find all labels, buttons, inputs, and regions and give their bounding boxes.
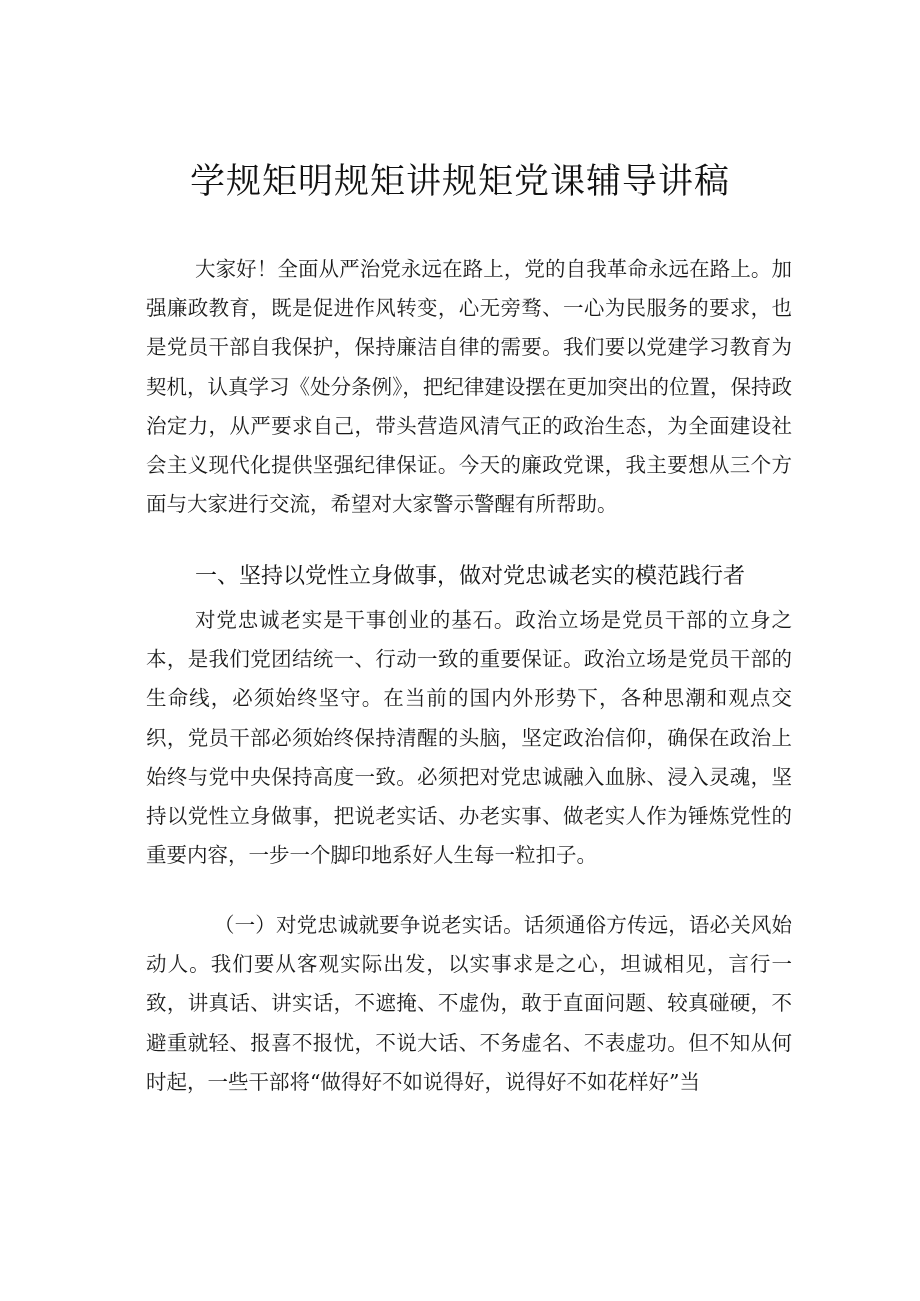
intro-paragraph: 大家好！全面从严治党永远在路上，党的自我革命永远在路上。加强廉政教育，既是促进作风转变，心无旁骛、一心为民服务的要求，也是党员干部自我保护，保持廉洁自律的需要。我们要以党建学习教育为契机，认真学习《处分条例》，把纪律建设摆在更加突出的位置，保持政治定力，从严要求自己，带头营造风清气正的政治生态，为全面建设社会主义现代化提供坚强纪律保证。今天的廉政党课，我主要想从三个方面与大家进行交流，希望对大家警示警醒有所帮助。 — [146, 257, 792, 517]
subsection-paragraph: （一）对党忠诚就要争说老实话。话须通俗方传远，语必关风始动人。我们要从客观实际出发，以实事求是之心，坦诚相见，言行一致，讲真话、讲实话，不遮掩、不虚伪，敢于直面问题、较真碰硬，不避重就轻、报喜不报忧，不说大话、不务虚名、不表虚功。但不知从何时起，一些干部将“做得好不如说得好，说得好不如花样好”当 — [146, 913, 792, 1094]
section-paragraph: 对党忠诚老实是干事创业的基石。政治立场是党员干部的立身之本，是我们党团结统一、行动一致的重要保证。政治立场是党员干部的生命线，必须始终坚守。在当前的国内外形势下，各种思潮和观点交织，党员干部必须始终保持清醒的头脑，坚定政治信仰，确保在政治上始终与党中央保持高度一致。必须把对党忠诚融入血脉、浸入灵魂，坚持以党性立身做事，把说老实话、办老实事、做老实人作为锤炼党性的重要内容，一步一个脚印地系好人生每一粒扣子。 — [146, 608, 792, 868]
section-heading: 一、坚持以党性立身做事，做对党忠诚老实的模范践行者 — [195, 564, 746, 589]
document-title: 学规矩明规矩讲规矩党课辅导讲稿 — [189, 162, 730, 202]
